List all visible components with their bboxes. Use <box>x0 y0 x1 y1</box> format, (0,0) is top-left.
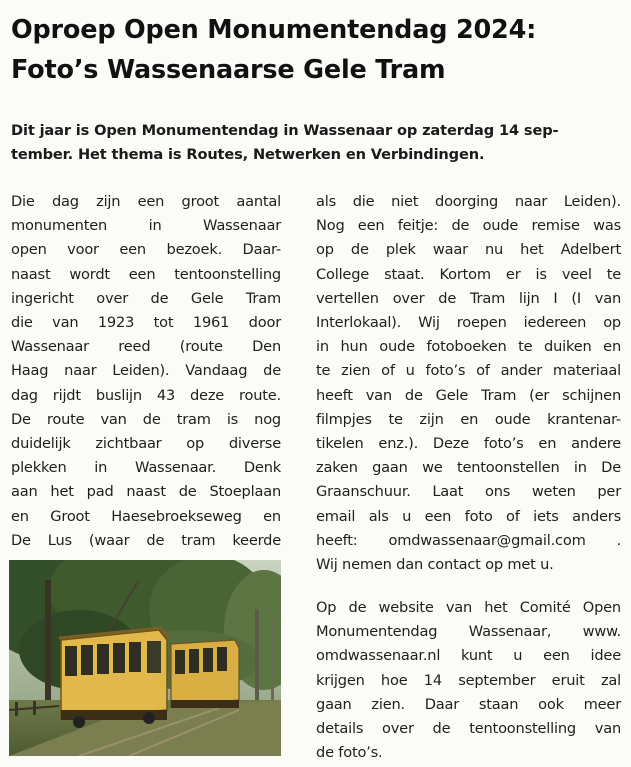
body-line: zaken gaan we tentoonstellen in De <box>316 459 621 477</box>
article-title <box>11 10 621 90</box>
body-line: email als u een foto of iets anders <box>316 507 621 525</box>
body-line: De Lus (waar de tram keerde <box>11 531 281 549</box>
body-line: als die niet doorging naar Leiden). <box>316 193 621 210</box>
body-line: te zien of u foto’s of ander materiaal <box>316 362 621 380</box>
body-line: in hun oude fotoboeken te duiken en <box>316 338 621 356</box>
body-line: aan het pad naast de Stoeplaan <box>11 483 281 501</box>
body-line: Die dag zijn een groot aantal <box>11 193 281 210</box>
lead-line-1: Dit jaar is Open Monumentendag in Wassenaar op zaterdag 14 sep- <box>11 122 559 139</box>
body-line: Monumentendag Wassenaar, www. <box>316 623 621 641</box>
body-line: heeft: omdwassenaar@gmail.com . <box>316 531 621 549</box>
body-line: de foto’s. <box>316 744 383 762</box>
body-line: omdwassenaar.nl kunt u een idee <box>316 647 621 665</box>
body-line: krijgen hoe 14 september eruit zal <box>316 671 621 689</box>
body-line: monumenten in Wassenaar <box>11 217 281 235</box>
body-line: duidelijk zichtbaar op diverse <box>11 435 281 453</box>
body-line: Interlokaal). Wij roepen iedereen op <box>316 314 621 332</box>
tram-photo-illustration <box>9 560 281 756</box>
body-line: vertellen over de Tram lijn I (I van <box>316 289 621 307</box>
title-line-2: Foto’s Wassenaarse Gele Tram <box>11 55 446 85</box>
body-line: De route van de tram is nog <box>11 410 281 428</box>
body-line: naast wordt een tentoonstelling <box>11 265 281 283</box>
body-line: Graanschuur. Laat ons weten per <box>316 483 621 501</box>
body-line: en Groot Haesebroekseweg en <box>11 507 281 525</box>
body-line: Nog een feitje: de oude remise was <box>316 217 621 235</box>
body-column-right <box>316 190 621 577</box>
body-line: Wassenaar reed (route Den <box>11 338 281 356</box>
tram-photo <box>9 560 281 756</box>
body-line: gaan zien. Daar staan ook meer <box>316 695 621 713</box>
body-line: ingericht over de Gele Tram <box>11 289 281 307</box>
body-line: plekken in Wassenaar. Denk <box>11 459 281 477</box>
body-line: heeft van de Gele Tram (er schijnen <box>316 386 621 404</box>
lead-line-2: tember. Het thema is Routes, Netwerken en Verbindingen. <box>11 146 485 163</box>
body-line: tikelen enz.). Deze foto’s en andere <box>316 435 621 453</box>
body-column-left <box>11 190 281 553</box>
title-line-1: Oproep Open Monumentendag 2024: <box>11 15 537 45</box>
body-line: Op de website van het Comité Open <box>316 599 621 616</box>
body-line: dag rijdt buslijn 43 deze route. <box>11 386 281 404</box>
body-line: filmpjes te zijn en oude krantenar- <box>316 410 621 428</box>
body-line: die van 1923 tot 1961 door <box>11 314 281 332</box>
body-line: College staat. Kortom er is veel te <box>316 265 621 283</box>
body-line: Haag naar Leiden). Vandaag de <box>11 362 281 380</box>
article-lead <box>11 119 621 167</box>
body-line: Wij nemen dan contact op met u. <box>316 556 554 574</box>
body-column-right-lower <box>316 596 621 765</box>
body-line: op de plek waar nu het Adelbert <box>316 241 621 259</box>
body-line: details over de tentoonstelling van <box>316 720 621 738</box>
body-line: open voor een bezoek. Daar- <box>11 241 281 259</box>
